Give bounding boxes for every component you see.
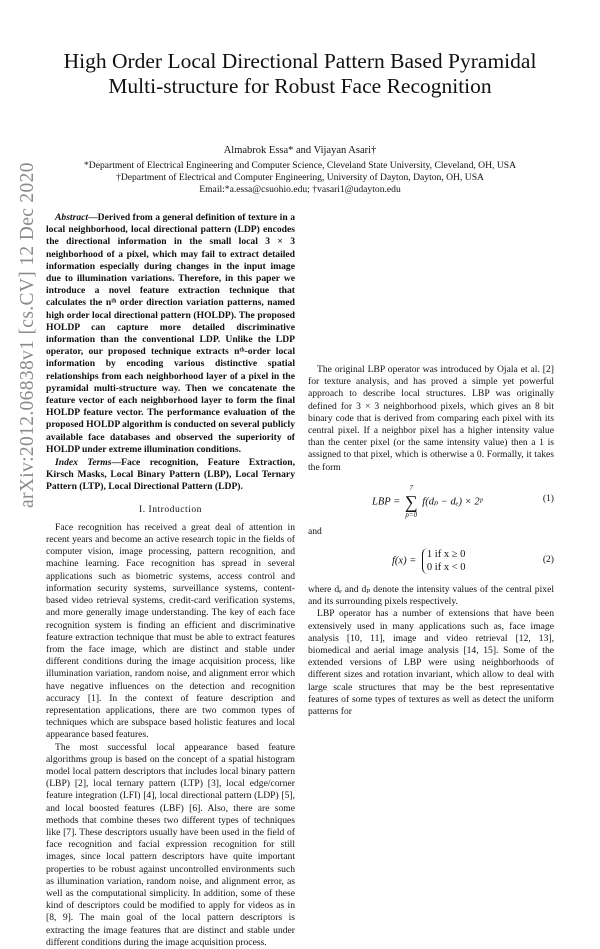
left-column <box>46 212 295 949</box>
case-1: 1 if x ≥ 0 <box>426 549 466 561</box>
cases-brace <box>422 548 466 574</box>
affiliation-2: †Department of Electrical and Computer Engineering, University of Dayton, Dayton, OH, USA <box>116 172 484 183</box>
eq2-lhs: f(x) = <box>392 555 417 567</box>
email-line: Email:*a.essa@csuohio.edu; †vasari1@udayton.edu <box>199 184 401 195</box>
abstract <box>46 212 295 456</box>
eq1-lhs: LBP = <box>372 496 401 508</box>
intro-paragraph-3: The original LBP operator was introduced by Ojala et al. [2] for texture analysis, and has proved a simple yet powerful approach to describe local structures. LBP was originally defined for 3 × 3 neighborhood pixels, which gives an 8 bit binary code that is derived from comparing each pixel with its central pixel. If a neighbor pixel has a higher intensity value than the center pixel (or the same intensity value) then a 1 is assigned to that pixel, which is otherwise a 0. Formally, it takes the form <box>308 364 554 473</box>
sum-lower: p=0 <box>405 510 418 519</box>
intro-paragraph-5: LBP operator has a number of extensions that have been extensively used in many applications such as, face image analysis [10, 11], image and video retrieval [12, 13], biomedical and aerial image analysis [14, 15]. Some of the extended versions of LBP were using neighborhoods of different sizes and rotation invariant, which allow to deal with large scale structures that may be the best representative features of some types of textures as well as detect the uniform patterns for <box>308 608 554 718</box>
index-terms <box>46 457 295 494</box>
right-column-content <box>308 364 554 718</box>
section-heading-introduction: I. Introduction <box>139 503 202 515</box>
equation-1 <box>308 480 554 520</box>
equation-2 <box>308 544 554 578</box>
sum-upper: 7 <box>409 483 413 492</box>
abstract-lead: Abstract <box>55 212 89 223</box>
sum-operator <box>405 484 418 520</box>
index-terms-lead: Index Terms <box>55 457 112 469</box>
eq1-number: (1) <box>542 492 554 504</box>
intro-paragraph-1: Face recognition has received a great deal of attention in recent years and become an active research topic in the fields of computer vision, image processing, pattern recognition, and machine learning. Face recognition has spread in several applications such as biometric systems, access control and information security systems, surveillance systems, content-based video retrieval systems, credit-card verification systems, and more generally image understanding. The key of each face recognition system is finding an efficient and discriminative feature extraction technique that must be able to extract features from the face image, which are distinct and stable under different conditions during the image acquisition process, like illumination variation, random noise, and alignment error which have negative influences on the detection and recognition accuracy [1]. In the context of feature description and representation applications, there are two common types of techniques which are subspace based holistic features and local appearance based features. <box>46 521 295 741</box>
index-terms-text: —Face recognition, Feature Extraction, Kirsch Masks, Local Binary Pattern (LBP), Local Ternary Pattern (LTP), Local Directional Pattern (LDP). <box>46 457 295 493</box>
eq2-number: (2) <box>542 554 554 566</box>
and-text: and <box>308 525 322 537</box>
sum-sign: ∑ <box>404 491 418 512</box>
case-2: 0 if x < 0 <box>426 562 466 574</box>
intro-paragraph-2: The most successful local appearance based feature algorithms group is based on the concept of a spatial histogram model local pattern descriptors that includes local binary pattern (LBP) [2], local ternary pattern (LTP) [3], local edge/corner feature integration (LFI) [4], local directional pattern (LDP) [5], and local boosted features (LBF) [6]. Also, there are some methods that combine theses two different types of techniques like [7]. These descriptors usually have been used in the field of face recognition and facial expression recognition for still images, since local pattern descriptors have quite important properties to be robust against uncontrolled environments such as illumination variation, random noise, and alignment error, as well as the computational simplicity. In addition, some of these kind of descriptors could be modified to apply for videos as in [8, 9]. The main goal of the local pattern descriptors is extracting the image features that are distinct and stable under different conditions during the image acquisition process. <box>46 741 295 948</box>
affiliation-1: *Department of Electrical Engineering and Computer Science, Cleveland State University, Cleveland, OH, USA <box>83 160 517 171</box>
eq1-rhs: f(dₚ − dₑ) × 2ᵖ <box>422 496 483 508</box>
paper-title: High Order Local Directional Pattern Based Pyramidal Multi-structure for Robust Face Recognition <box>63 49 537 98</box>
arxiv-stamp: arXiv:2012.06838v1 [cs.CV] 12 Dec 2020 <box>17 162 38 508</box>
abstract-text: —Derived from a general definition of texture in a local neighborhood, local directional pattern (LDP) encodes the directional information in the small local 3 × 3 neighborhood of a pixel, which may fail to extract detailed information especially during changes in the input image due to illumination variations. Therefore, in this paper we introduce a novel feature extraction technique that calculates the nᵗʰ order direction variation patterns, named high order local directional pattern (HOLDP). The proposed HOLDP can capture more detailed discriminative information than the conventional LDP. Unlike the LDP operator, our proposed technique extracts nᵗʰ-order local information by encoding various distinctive spatial relationships from each neighborhood layer of a pixel in the pyramidal multi-structure way. Then we concatenate the feature vector of each neighborhood layer to form the final HOLDP feature vector. The performance evaluation of the proposed HOLDP algorithm is conducted on several publicly available face databases and observed the superiority of HOLDP under extreme illumination conditions. <box>46 212 296 455</box>
authors: Almabrok Essa* and Vijayan Asari† <box>223 145 377 156</box>
intro-paragraph-4: where dₑ and dₚ denote the intensity values of the central pixel and its surrounding pixels respectively. <box>308 584 554 608</box>
